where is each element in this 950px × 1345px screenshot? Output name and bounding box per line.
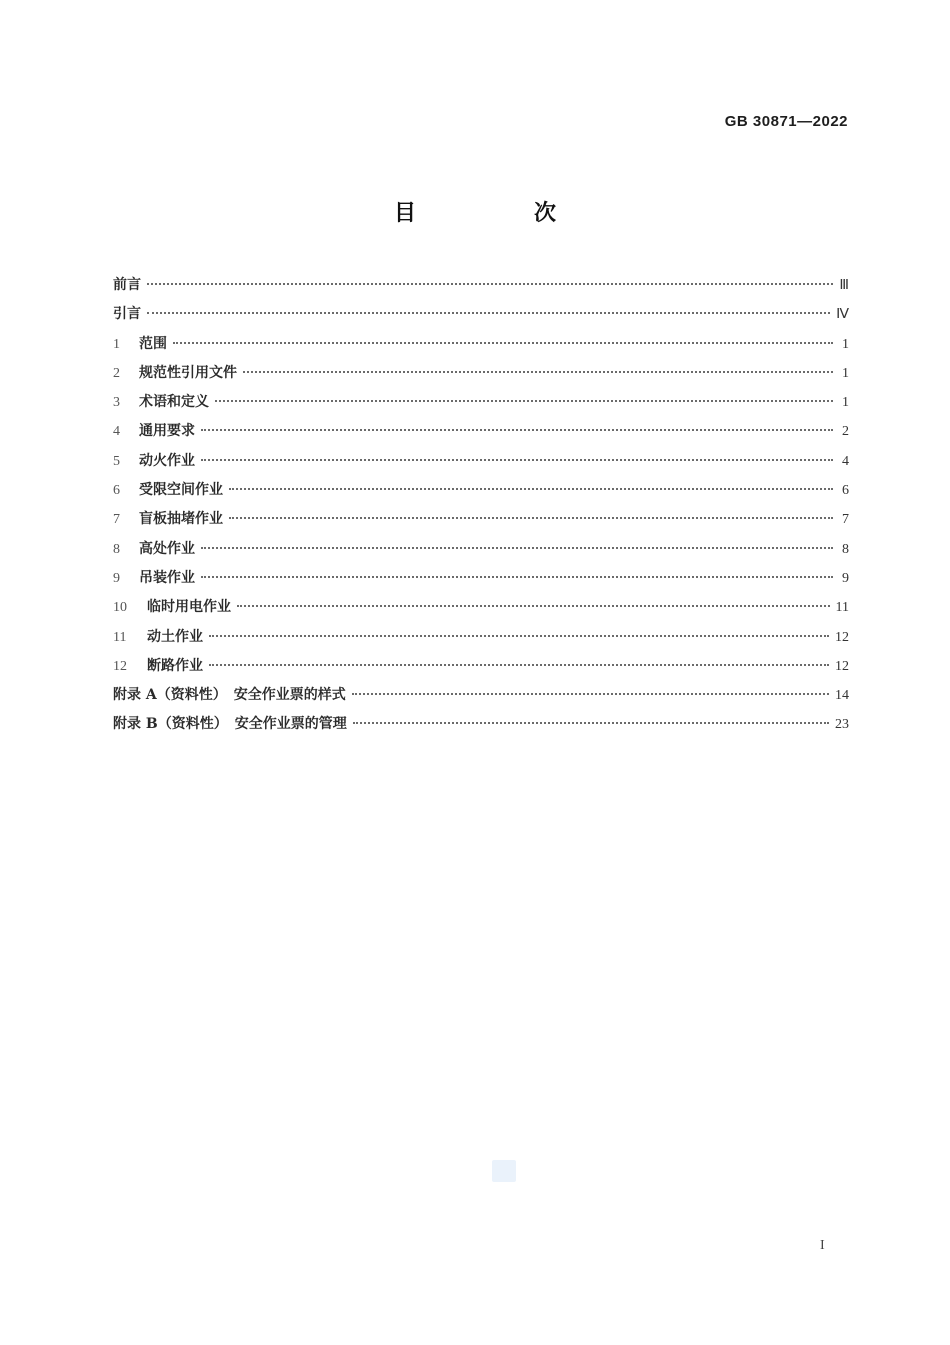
toc-entry[interactable] [113,479,849,508]
toc-entry-number: 11 [113,629,127,645]
toc-entry[interactable] [113,538,849,567]
dot-leader [201,576,833,578]
toc-entry[interactable] [113,333,849,362]
toc-entry-page: 12 [835,629,849,645]
dot-leader [209,635,829,637]
toc-entry-label: 受限空间作业 [139,482,223,499]
dot-leader [209,664,829,666]
toc-entry-page: 1 [842,365,849,381]
toc-entry-number: 6 [113,483,120,499]
toc-entry-label: 断路作业 [147,657,203,674]
toc-entry-number: 9 [113,570,120,586]
dot-leader [201,459,833,461]
toc-entry-number: 8 [113,541,120,557]
toc-entry-label: 范围 [139,335,167,352]
toc-entry-page: Ⅳ [836,307,849,323]
toc-entry-label: 吊装作业 [139,569,195,586]
dot-leader [243,371,833,373]
toc-entry[interactable] [113,596,849,625]
toc-entry-label: 盲板抽堵作业 [139,511,223,528]
toc-entry-page: 7 [842,512,849,528]
toc-entry-label: 附录 A（资料性） 安全作业票的样式 [113,687,346,704]
toc-entry-page: 11 [835,600,849,616]
dot-leader [237,605,830,607]
toc-entry-number: 4 [113,424,120,440]
table-of-contents [113,274,849,743]
toc-entry-page: 12 [835,658,849,674]
toc-entry-label: 动火作业 [139,452,195,469]
toc-entry-page: 2 [842,424,849,440]
toc-entry-number: 3 [113,395,120,411]
dot-leader [353,722,829,724]
toc-entry-number: 12 [113,658,127,674]
dot-leader [201,547,833,549]
dot-leader [229,517,833,519]
toc-entry-label: 附录 B（资料性） 安全作业票的管理 [113,716,347,733]
toc-entry[interactable] [113,274,849,303]
toc-entry[interactable] [113,684,849,713]
toc-entry[interactable] [113,391,849,420]
toc-entry[interactable] [113,626,849,655]
toc-entry-number: 1 [113,336,120,352]
dot-leader [147,283,833,285]
toc-entry[interactable] [113,713,849,742]
toc-entry-page: Ⅲ [839,278,849,293]
dot-leader [147,312,830,314]
toc-entry-number: 10 [113,600,127,616]
toc-entry-label: 前言 [113,277,141,293]
dot-leader [352,693,829,695]
toc-entry-number: 5 [113,453,120,469]
toc-entry[interactable] [113,508,849,537]
toc-entry-label: 术语和定义 [139,394,209,411]
toc-entry-page: 23 [835,717,849,733]
page-title: 目 次 [393,201,604,226]
toc-entry-page: 9 [842,570,849,586]
standard-code: GB 30871—2022 [724,113,848,130]
toc-entry-label: 临时用电作业 [147,599,231,616]
toc-entry-label: 引言 [113,306,141,323]
toc-entry[interactable] [113,303,849,332]
toc-entry-label: 高处作业 [139,540,195,557]
toc-entry-page: 1 [842,336,849,352]
toc-entry-page: 6 [842,483,849,499]
toc-entry-page: 4 [842,453,849,469]
toc-entry-page: 1 [842,395,849,411]
toc-entry-label: 动土作业 [147,628,203,645]
toc-entry-number: 2 [113,365,120,381]
dot-leader [215,400,833,402]
page-number: I [820,1238,825,1253]
dot-leader [201,429,833,431]
toc-entry-number: 7 [113,512,120,528]
dot-leader [173,342,833,344]
toc-entry[interactable] [113,420,849,449]
toc-entry-label: 通用要求 [139,423,195,440]
toc-entry-label: 规范性引用文件 [139,364,237,381]
scan-artifact [492,1160,516,1182]
toc-entry[interactable] [113,450,849,479]
dot-leader [229,488,833,490]
toc-entry[interactable] [113,362,849,391]
toc-entry-page: 8 [842,541,849,557]
toc-entry[interactable] [113,655,849,684]
toc-entry[interactable] [113,567,849,596]
toc-entry-page: 14 [835,688,849,704]
